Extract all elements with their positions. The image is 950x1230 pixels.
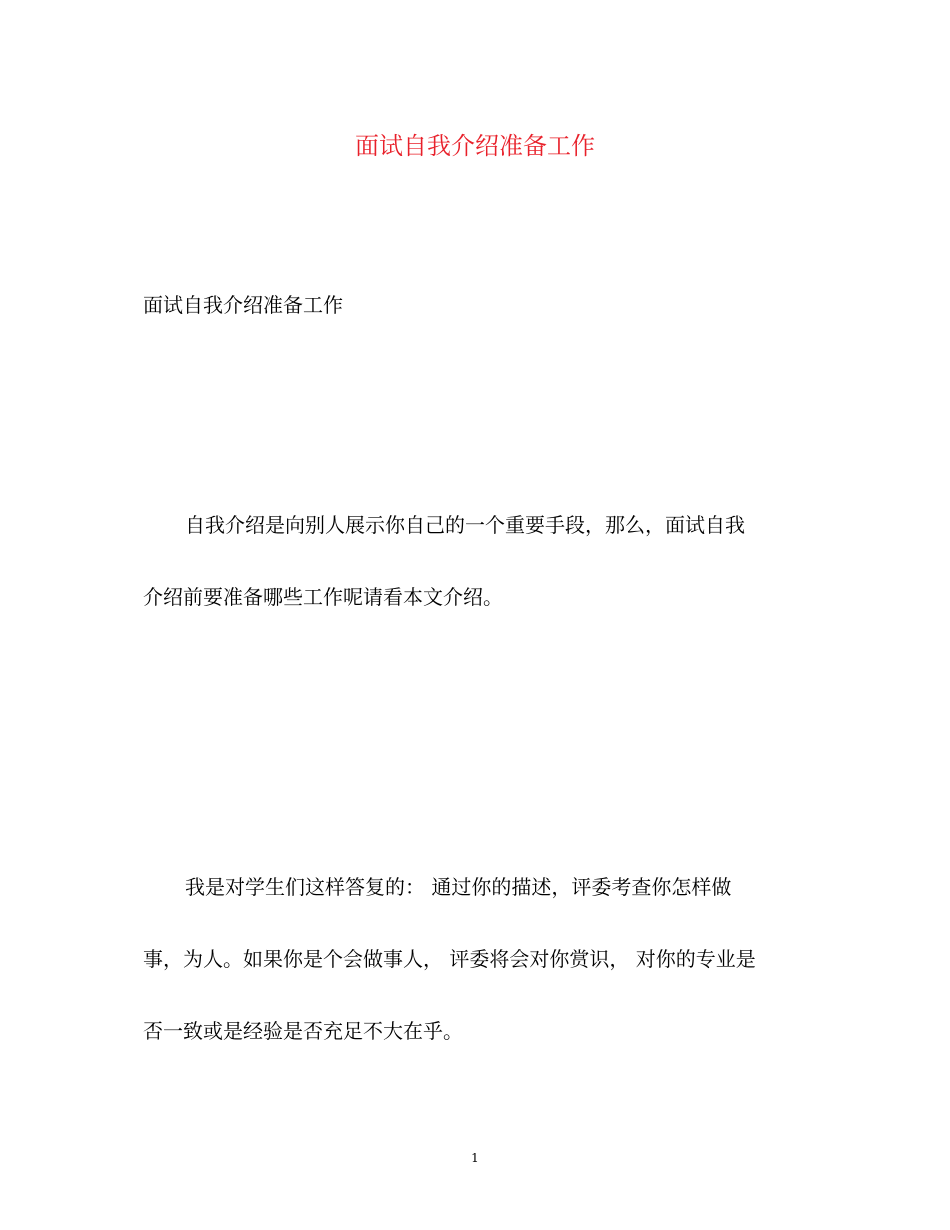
paragraph-2-line-1: 我是对学生们这样答复的： 通过你的描述，评委考查你怎样做 (185, 875, 732, 899)
paragraph-2-line-3: 否一致或是经验是否充足不大在乎。 (143, 1019, 463, 1043)
document-title: 面试自我介绍准备工作 (355, 132, 595, 160)
paragraph-1-line-2: 介绍前要准备哪些工作呢请看本文介绍。 (143, 585, 503, 609)
paragraph-2-line-2: 事，为人。如果你是个会做事人， 评委将会对你赏识， 对你的专业是 (143, 947, 756, 971)
paragraph-1-line-1: 自我介绍是向别人展示你自己的一个重要手段，那么，面试自我 (185, 513, 745, 537)
document-subtitle: 面试自我介绍准备工作 (143, 293, 343, 317)
page-number: 1 (471, 1151, 479, 1165)
